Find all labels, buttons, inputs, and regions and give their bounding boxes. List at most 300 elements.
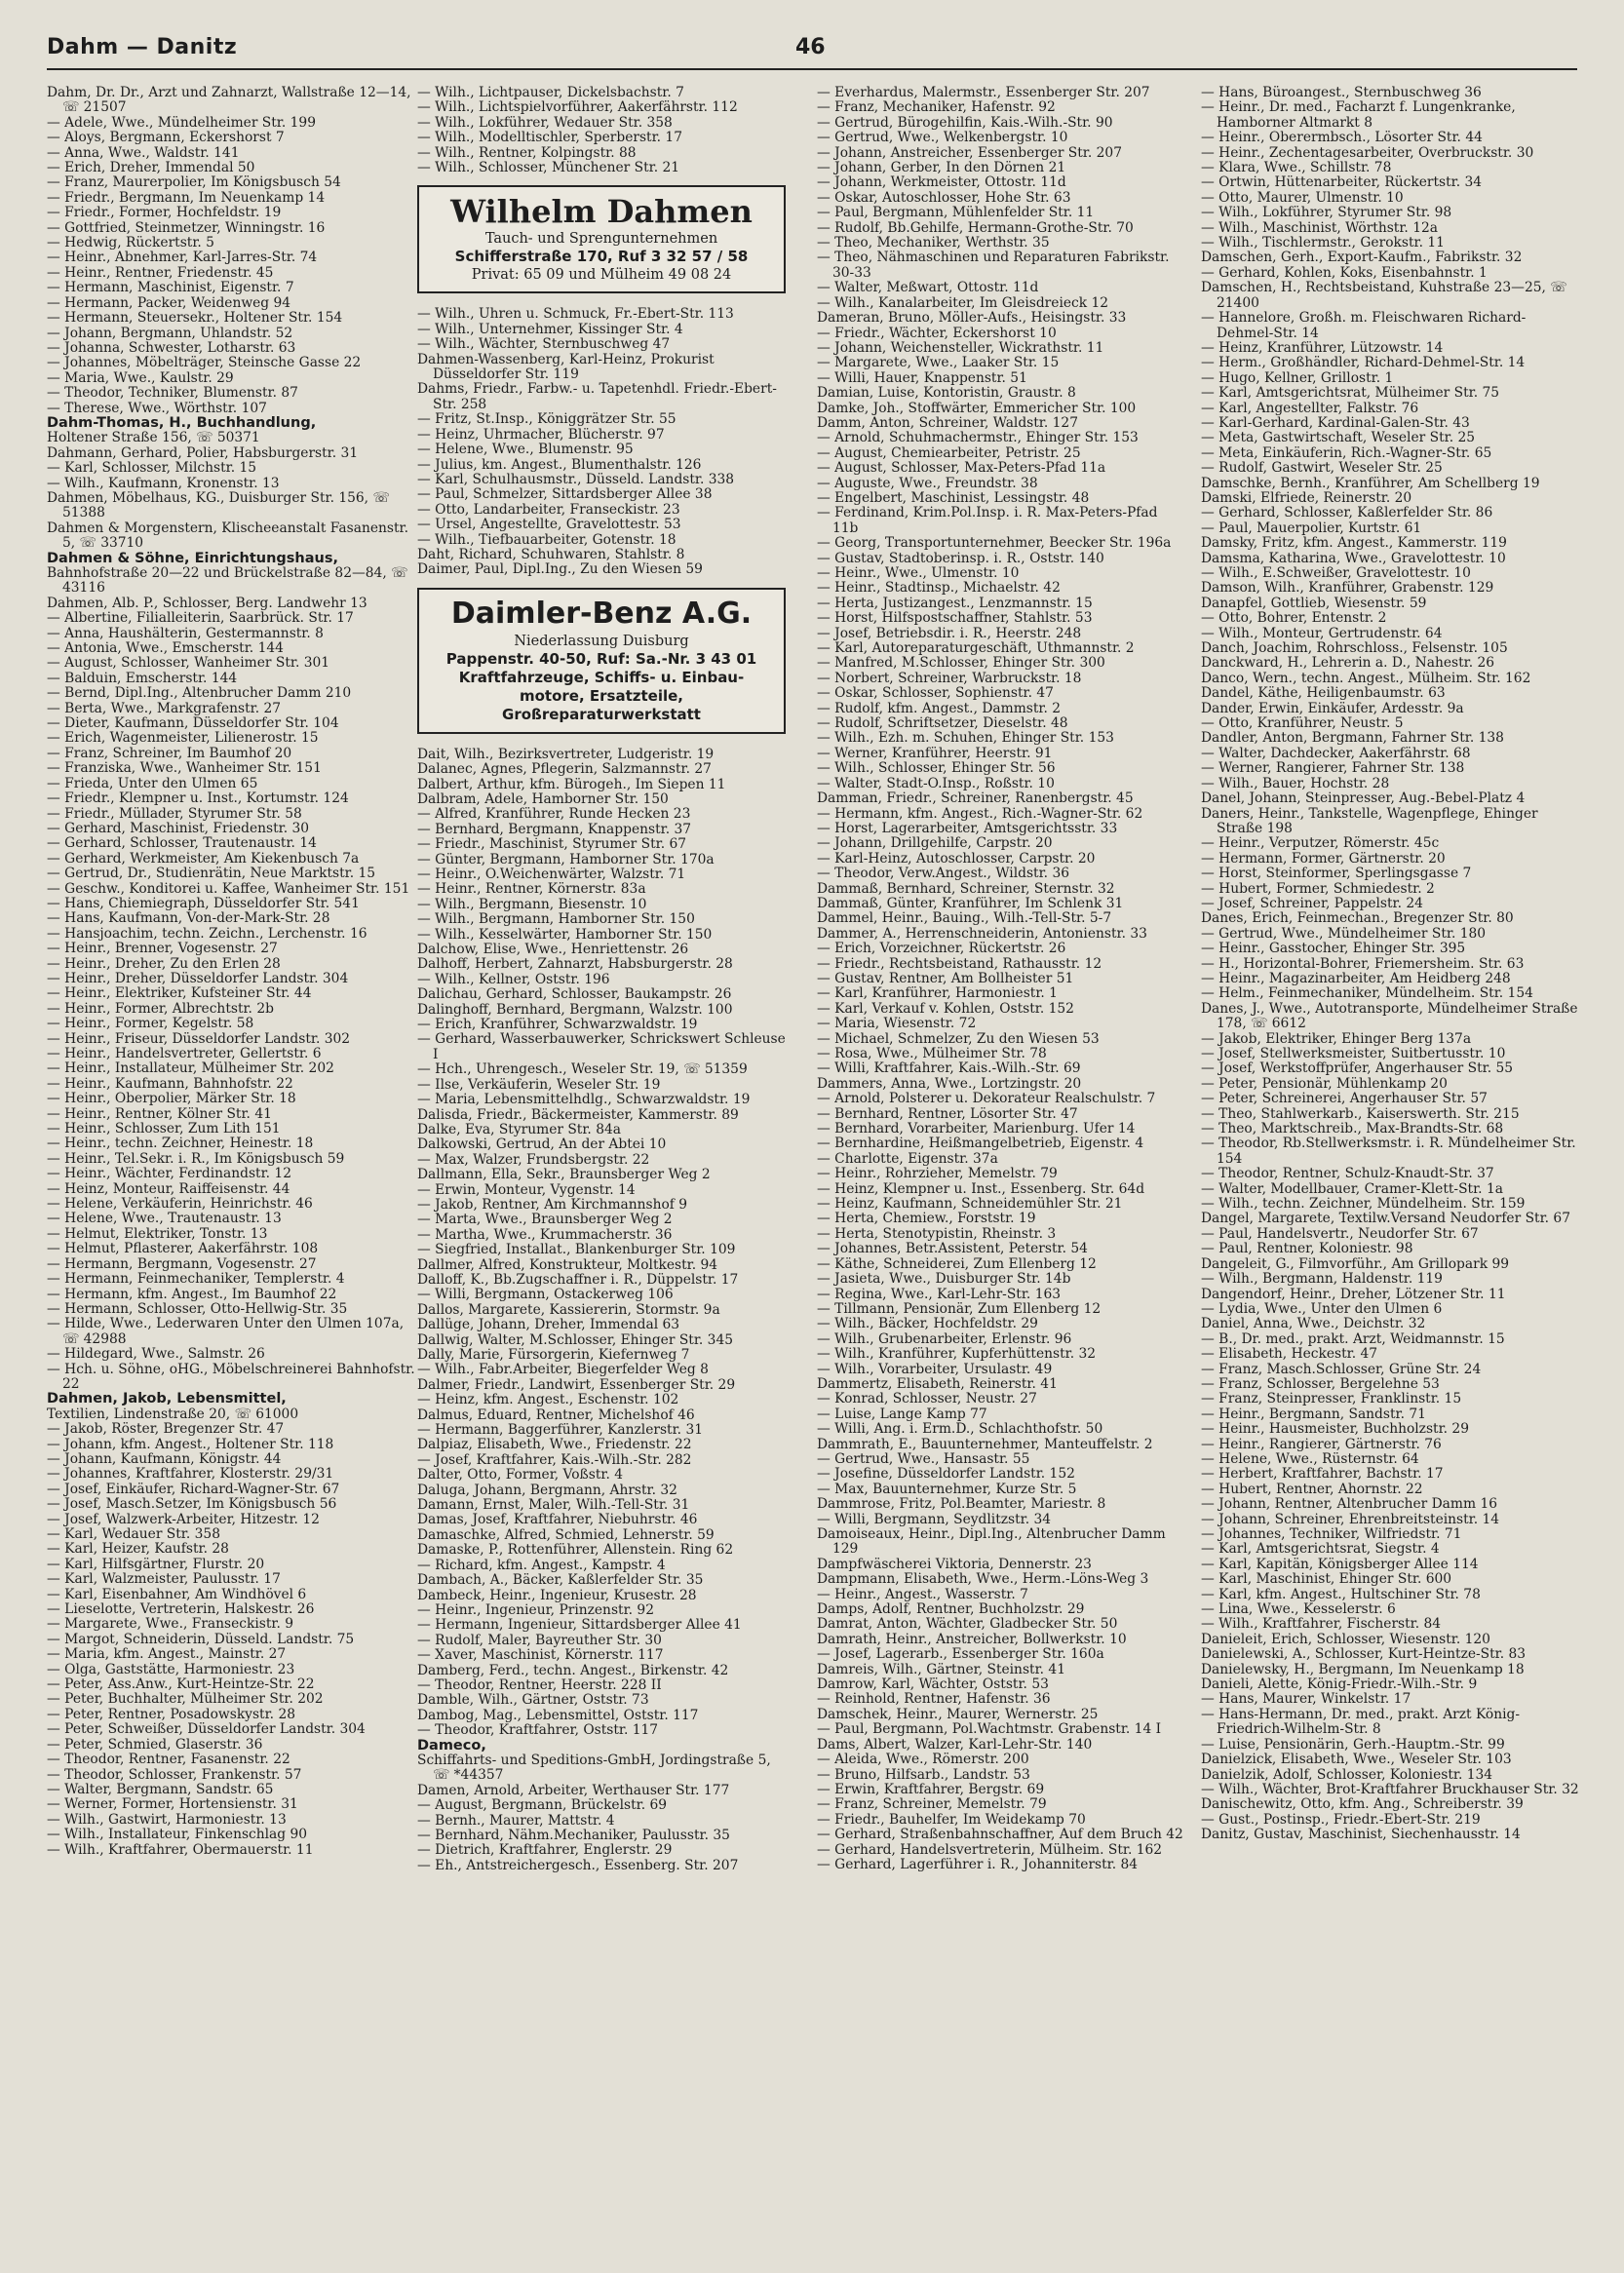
directory-entry: — Johann, Schreiner, Ehrenbreitsteinstr. 14	[1201, 1511, 1500, 1527]
directory-entry: — Karl, Verkauf v. Kohlen, Oststr. 152	[817, 1000, 1074, 1017]
directory-entry: — Gerhard, Wasserbauwerker, Schrickswert Schleuse I	[417, 1031, 786, 1062]
directory-entry: — Johann, Anstreicher, Essenberger Str. 207	[817, 144, 1122, 161]
directory-entry: — Olga, Gaststätte, Harmoniestr. 23	[47, 1661, 295, 1677]
directory-entry: — Heinr., Rentner, Friedenstr. 45	[47, 264, 274, 281]
directory-entry: — Heinr., Brenner, Vogesenstr. 27	[47, 941, 278, 957]
directory-entry: — Paul, Bergmann, Pol.Wachtmstr. Grabenstr. 14 I	[817, 1721, 1162, 1738]
directory-entry: — Wilh., Kesselwärter, Hamborner Str. 150	[417, 926, 713, 943]
ad-line: Tauch- und Sprengunternehmen	[484, 231, 718, 248]
directory-entry: Dammrose, Fritz, Pol.Beamter, Mariestr. 8	[817, 1496, 1106, 1513]
directory-entry: Dallmer, Alfred, Konstrukteur, Moltkestr. 94	[417, 1256, 718, 1273]
directory-entry: — Ortwin, Hüttenarbeiter, Rückertstr. 34	[1201, 174, 1483, 191]
directory-entry: — Heinr., Zechentagesarbeiter, Overbruckstr. 30	[1201, 144, 1534, 161]
directory-entry: — Johann, Drillgehilfe, Carpstr. 20	[817, 835, 1053, 852]
directory-entry: — Frieda, Unter den Ulmen 65	[47, 775, 258, 791]
directory-entry: — Otto, Bohrer, Entenstr. 2	[1201, 610, 1387, 627]
directory-entry: — Reinhold, Rentner, Hafenstr. 36	[817, 1691, 1051, 1708]
directory-entry: — Charlotte, Eigenstr. 37a	[817, 1150, 998, 1167]
directory-entry: — Josef, Lagerarb., Essenberger Str. 160a	[817, 1646, 1104, 1663]
directory-entry: Dammer, A., Herrenschneiderin, Antonienstr. 33	[817, 925, 1147, 942]
directory-entry: Dalanec, Agnes, Pflegerin, Salzmannstr. 27	[417, 761, 712, 778]
directory-entry: — Paul, Rentner, Koloniestr. 98	[1201, 1241, 1413, 1257]
directory-entry: — Gerhard, Werkmeister, Am Kiekenbusch 7a	[47, 850, 360, 867]
directory-entry: Daluga, Johann, Bergmann, Ahrstr. 32	[417, 1482, 677, 1498]
directory-entry: — Klara, Wwe., Schillstr. 78	[1201, 160, 1392, 176]
directory-entry: — Johannes, Möbelträger, Steinsche Gasse 22	[47, 355, 362, 371]
directory-entry: — Theodor, Rentner, Schulz-Knaudt-Str. 37	[1201, 1166, 1494, 1182]
directory-entry: Damoiseaux, Heinr., Dipl.Ing., Altenbrucher Damm 129	[817, 1526, 1166, 1558]
directory-entry: — Heinr., Wwe., Ulmenstr. 10	[817, 565, 1020, 581]
directory-entry: Dalinghoff, Bernhard, Bergmann, Walzstr. 100	[417, 1001, 733, 1018]
directory-entry: — Theo, Nähmaschinen und Reparaturen Fabrikstr. 30-33	[817, 250, 1170, 281]
directory-entry: — Heinr., Dr. med., Facharzt f. Lungenkranke, Hamborner Altmarkt 8	[1201, 99, 1516, 131]
directory-entry: — Peter, Pensionär, Mühlenkamp 20	[1201, 1075, 1448, 1092]
directory-entry: — Ursel, Angestellte, Gravelottestr. 53	[417, 517, 681, 533]
directory-entry: — Wilh., Kanalarbeiter, Im Gleisdreieck 12	[817, 294, 1109, 311]
directory-entry: Danco, Wern., techn. Angest., Mülheim. Str. 162	[1201, 670, 1531, 686]
directory-entry: — Theodor, Rentner, Fasanenstr. 22	[47, 1752, 290, 1768]
directory-entry: — Theo, Stahlwerkarb., Kaiserswerth. Str. 215	[1201, 1105, 1520, 1122]
directory-entry: — Gertrud, Wwe., Welkenbergstr. 10	[817, 130, 1068, 146]
directory-entry: — Theo, Marktschreib., Max-Brandts-Str. 68	[1201, 1121, 1504, 1137]
directory-entry: — Wilh., Kraftfahrer, Obermauerstr. 11	[47, 1841, 314, 1858]
directory-entry: — Heinr., Magazinarbeiter, Am Heidberg 248	[1201, 970, 1511, 986]
directory-entry: — Theodor, Schlosser, Frankenstr. 57	[47, 1766, 302, 1783]
directory-entry: — Lieselotte, Vertreterin, Halskestr. 26	[47, 1601, 315, 1618]
directory-entry: — Jakob, Elektriker, Ehinger Berg 137a	[1201, 1030, 1472, 1047]
directory-entry: — Heinr., Former, Albrechtstr. 2b	[47, 1000, 274, 1017]
directory-entry: Dalchow, Elise, Wwe., Henriettenstr. 26	[417, 942, 689, 958]
directory-entry: — Wilh., techn. Zeichner, Mündelheim. Str. 159	[1201, 1196, 1526, 1213]
directory-entry: — Werner, Kranführer, Heerstr. 91	[817, 745, 1053, 761]
directory-entry: — Martha, Wwe., Krummacherstr. 36	[417, 1226, 673, 1243]
directory-entry: — Hans, Maurer, Winkelstr. 17	[1201, 1691, 1411, 1708]
directory-entry: Dalichau, Gerhard, Schlosser, Baukampstr. 26	[417, 986, 732, 1003]
directory-entry: — Heinr., Tel.Sekr. i. R., Im Königsbusch 59	[47, 1150, 345, 1167]
directory-entry: Danielzick, Elisabeth, Wwe., Weseler Str. 103	[1201, 1752, 1512, 1768]
directory-entry: — Heinr., Schlosser, Zum Lith 151	[47, 1121, 281, 1137]
directory-entry: — Friedr., Rechtsbeistand, Rathausstr. 12	[817, 955, 1102, 972]
directory-entry: — Otto, Maurer, Ulmenstr. 10	[1201, 189, 1404, 206]
directory-entry: — Hans-Hermann, Dr. med., prakt. Arzt König-Friedrich-Wilhelm-Str. 8	[1201, 1706, 1520, 1738]
directory-entry: — Heinr., Rohrzieher, Memelstr. 79	[817, 1166, 1058, 1182]
directory-entry: — Willi, Bergmann, Seydlitzstr. 34	[817, 1511, 1052, 1527]
advertisement-daimler-benz	[417, 588, 786, 734]
directory-entry: — Friedr., Maschinist, Styrumer Str. 67	[417, 836, 687, 853]
directory-entry: — Johann, Bergmann, Uhlandstr. 52	[47, 325, 293, 341]
directory-entry: — Anna, Haushälterin, Gestermannstr. 8	[47, 625, 324, 641]
directory-entry: — Peter, Buchhalter, Mülheimer Str. 202	[47, 1691, 324, 1708]
directory-entry: — Wilh., Installateur, Finkenschlag 90	[47, 1827, 308, 1843]
directory-entry: Dander, Erwin, Einkäufer, Ardesstr. 9a	[1201, 700, 1464, 716]
directory-entry: — Elisabeth, Heckestr. 47	[1201, 1346, 1378, 1363]
directory-entry: — Wilh., E.Schweißer, Gravelottestr. 10	[1201, 565, 1471, 581]
directory-entry: — Wilh., Lichtspielvorführer, Aakerfährstr. 112	[417, 99, 738, 116]
directory-entry: — Herta, Chemiew., Forststr. 19	[817, 1211, 1036, 1227]
directory-entry: Schiffahrts- und Speditions-GmbH, Jordingstraße 5, ☏ *44357	[417, 1752, 771, 1784]
directory-entry: — Peter, Schreinerei, Angerhauser Str. 57	[1201, 1091, 1488, 1107]
directory-entry: — Hermann, Steuersekr., Holtener Str. 154	[47, 310, 343, 327]
directory-entry: — Meta, Gastwirtschaft, Weseler Str. 25	[1201, 430, 1476, 446]
directory-entry: — Gustav, Rentner, Am Bollheister 51	[817, 970, 1074, 986]
directory-entry: — Karl, Schlosser, Milchstr. 15	[47, 460, 257, 477]
directory-entry: — Hermann, Schlosser, Otto-Hellwig-Str. 35	[47, 1300, 348, 1317]
directory-entry: Dammrath, E., Bauunternehmer, Manteuffelstr. 2	[817, 1436, 1153, 1452]
directory-entry: — Gerhard, Lagerführer i. R., Johanniterstr. 84	[817, 1856, 1139, 1872]
directory-entry: — Heinr., Rentner, Kölner Str. 41	[47, 1105, 272, 1122]
directory-entry: — Karl-Gerhard, Kardinal-Galen-Str. 43	[1201, 414, 1470, 431]
directory-entry: — Alfred, Kranführer, Runde Hecken 23	[417, 806, 691, 823]
directory-entry: — Franziska, Wwe., Wanheimer Str. 151	[47, 760, 322, 777]
directory-entry: — Wilh., Bäcker, Hochfeldstr. 29	[817, 1316, 1038, 1332]
ad-line: Schifferstraße 170, Ruf 3 32 57 / 58	[454, 248, 749, 266]
directory-entry: Danckward, H., Lehrerin a. D., Nahestr. 26	[1201, 655, 1495, 672]
directory-entry: — Johannes, Techniker, Wilfriedstr. 71	[1201, 1526, 1462, 1542]
directory-entry: — Erich, Vorzeichner, Rückertstr. 26	[817, 941, 1066, 957]
directory-entry: — Peter, Ass.Anw., Kurt-Heintze-Str. 22	[47, 1676, 315, 1693]
directory-entry: Damble, Wilh., Gärtner, Oststr. 73	[417, 1692, 649, 1709]
directory-entry: — Erich, Dreher, Immendal 50	[47, 160, 255, 176]
directory-entry: — Heinr., Rangierer, Gärtnerstr. 76	[1201, 1436, 1442, 1452]
directory-entry: — Anna, Wwe., Waldstr. 141	[47, 144, 240, 161]
directory-entry: — Bernhard, Vorarbeiter, Marienburg. Ufer 14	[817, 1121, 1136, 1137]
directory-entry: — Josef, Einkäufer, Richard-Wagner-Str. 67	[47, 1481, 340, 1497]
directory-entry: Damsma, Katharina, Wwe., Gravelottestr. 10	[1201, 550, 1506, 566]
directory-entry: — Wilh., Fabr.Arbeiter, Biegerfelder Weg 8	[417, 1362, 709, 1378]
directory-entry: — Hermann, Ingenieur, Sittardsberger Allee 41	[417, 1617, 742, 1634]
directory-entry: — Tillmann, Pensionär, Zum Ellenberg 12	[817, 1300, 1102, 1317]
directory-entry: — Friedr., Klempner u. Inst., Kortumstr. 124	[47, 790, 349, 807]
directory-entry: — Jakob, Rentner, Am Kirchmannshof 9	[417, 1196, 688, 1213]
directory-entry: — Wilh., Wächter, Sternbuschweg 47	[417, 336, 671, 353]
directory-entry: — Peter, Rentner, Posadowskystr. 28	[47, 1706, 296, 1722]
directory-entry: — Willi, Hauer, Knappenstr. 51	[817, 369, 1027, 386]
directory-entry: — Heinr., Dreher, Düsseldorfer Landstr. 304	[47, 970, 349, 986]
directory-entry: — Engelbert, Maschinist, Lessingstr. 48	[817, 489, 1090, 506]
directory-entry: Danieli, Alette, König-Friedr.-Wilh.-Str. 9	[1201, 1676, 1478, 1693]
directory-entry: Danielewski, A., Schlosser, Kurt-Heintze-Str. 83	[1201, 1646, 1527, 1663]
directory-entry: — Karl, Schulhausmstr., Düsseld. Landstr. 338	[417, 471, 735, 487]
directory-entry: — Helmut, Pflasterer, Aakerfährstr. 108	[47, 1241, 319, 1257]
directory-entry: — Josef, Kraftfahrer, Kais.-Wilh.-Str. 282	[417, 1451, 692, 1468]
directory-entry: — Adele, Wwe., Mündelheimer Str. 199	[47, 114, 316, 131]
directory-entry: — Gottfried, Steinmetzer, Winningstr. 16	[47, 219, 326, 236]
directory-entry: — Johanna, Schwester, Lotharstr. 63	[47, 339, 296, 356]
directory-entry: — Heinr., Gasstocher, Ehinger Str. 395	[1201, 941, 1466, 957]
directory-entry: — Heinr., Kaufmann, Bahnhofstr. 22	[47, 1075, 293, 1092]
directory-entry: Danieleit, Erich, Schlosser, Wiesenstr. 120	[1201, 1631, 1490, 1647]
directory-entry: — Theodor, Verw.Angest., Wildstr. 36	[817, 866, 1070, 882]
directory-entry: — Heinr., O.Weichenwärter, Walzstr. 71	[417, 867, 686, 882]
directory-entry: — Heinr., Wächter, Ferdinandstr. 12	[47, 1166, 291, 1182]
directory-entry: — Herbert, Kraftfahrer, Bachstr. 17	[1201, 1466, 1444, 1483]
directory-entry: — Arnold, Polsterer u. Dekorateur Realschulstr. 7	[817, 1091, 1156, 1107]
directory-entry: — Norbert, Schreiner, Warbruckstr. 18	[817, 670, 1082, 686]
directory-entry: Damen, Arnold, Arbeiter, Werthauser Str. 177	[417, 1782, 730, 1798]
directory-entry: — Richard, kfm. Angest., Kampstr. 4	[417, 1557, 666, 1573]
directory-entry: — Wilh., Lokführer, Wedauer Str. 358	[417, 114, 673, 131]
directory-entry: Damsky, Fritz, kfm. Angest., Kammerstr. 119	[1201, 535, 1507, 552]
directory-entry: — Gerhard, Schlosser, Trautenaustr. 14	[47, 835, 317, 852]
directory-entry: — August, Chemiearbeiter, Petristr. 25	[817, 444, 1081, 461]
directory-entry: — Wilh., Schlosser, Ehinger Str. 56	[817, 760, 1056, 777]
directory-entry: — Karl, Amtsgerichtsrat, Siegstr. 4	[1201, 1541, 1440, 1558]
directory-entry: Damschen, Gerh., Export-Kaufm., Fabrikstr. 32	[1201, 250, 1523, 266]
directory-entry: — Erwin, Monteur, Vygenstr. 14	[417, 1181, 636, 1198]
directory-entry: — Rudolf, Maler, Bayreuther Str. 30	[417, 1632, 662, 1648]
directory-entry: — Johann, Weichensteller, Wickrathstr. 11	[817, 339, 1104, 356]
directory-entry: — Heinr., Handelsvertreter, Gellertstr. 6	[47, 1046, 322, 1061]
directory-entry: — Auguste, Wwe., Freundstr. 38	[817, 475, 1038, 491]
directory-entry: — Gerhard, Schlosser, Kaßlerfelder Str. 86	[1201, 505, 1493, 521]
directory-entry: — Heinr., Stadtinsp., Michaelstr. 42	[817, 580, 1061, 597]
directory-entry: Dallos, Margarete, Kassiererin, Stormstr. 9a	[417, 1301, 720, 1318]
directory-entry: Danes, J., Wwe., Autotransporte, Mündelheimer Straße 178, ☏ 6612	[1201, 1000, 1578, 1032]
directory-entry: — Oskar, Autoschlosser, Hohe Str. 63	[817, 189, 1071, 206]
directory-entry: — Dieter, Kaufmann, Düsseldorfer Str. 104	[47, 715, 339, 732]
directory-entry: Dalmus, Eduard, Rentner, Michelshof 46	[417, 1406, 695, 1423]
directory-entry: — Wilh., Tiefbauarbeiter, Gotenstr. 18	[417, 531, 677, 548]
directory-entry: Dangel, Margarete, Textilw.Versand Neudorfer Str. 67	[1201, 1211, 1570, 1227]
directory-entry: — Helene, Wwe., Blumenstr. 95	[417, 442, 634, 458]
directory-entry: Dahmen-Wassenberg, Karl-Heinz, Prokurist Düsseldorfer Str. 119	[417, 351, 715, 383]
directory-entry: — Meta, Einkäuferin, Rich.-Wagner-Str. 65	[1201, 444, 1492, 461]
directory-entry: Dameco,	[417, 1737, 486, 1753]
directory-entry: Dalpiaz, Elisabeth, Wwe., Friedenstr. 22	[417, 1437, 692, 1453]
directory-entry: — Heinr., Elektriker, Kufsteiner Str. 44	[47, 985, 312, 1002]
directory-entry: Damm, Anton, Schreiner, Waldstr. 127	[817, 414, 1078, 431]
directory-entry: — Wilh., Gastwirt, Harmoniestr. 13	[47, 1811, 287, 1828]
directory-entry: — Berta, Wwe., Markgrafenstr. 27	[47, 700, 282, 716]
directory-entry: — Heinr., Ingenieur, Prinzenstr. 92	[417, 1601, 654, 1618]
directory-entry: — Wilh., Bauer, Hochstr. 28	[1201, 775, 1390, 791]
directory-entry: Dalbram, Adele, Hamborner Str. 150	[417, 790, 669, 807]
directory-entry: — Willi, Ang. i. Erm.D., Schlachthofstr. 50	[817, 1421, 1103, 1438]
directory-entry: — Heinz, Kaufmann, Schneidemühler Str. 21	[817, 1196, 1123, 1213]
directory-entry: — Franz, Schreiner, Memelstr. 79	[817, 1796, 1047, 1813]
directory-entry: — Herta, Stenotypistin, Rheinstr. 3	[817, 1225, 1057, 1242]
directory-entry: — Hch., Uhrengesch., Weseler Str. 19, ☏ 51359	[417, 1061, 748, 1078]
directory-entry: — Helene, Verkäuferin, Heinrichstr. 46	[47, 1196, 313, 1213]
directory-entry: — Theodor, Rb.Stellwerksmstr. i. R. Mündelheimer Str. 154	[1201, 1136, 1576, 1167]
directory-entry: Dahmen, Alb. P., Schlosser, Berg. Landwehr 13	[47, 595, 367, 611]
directory-entry: — Wilh., Wächter, Brot-Kraftfahrer Bruckhauser Str. 32	[1201, 1781, 1579, 1797]
directory-entry: — Wilh., Monteur, Gertrudenstr. 64	[1201, 625, 1443, 641]
directory-entry: Damaschke, Alfred, Schmied, Lehnerstr. 59	[417, 1526, 715, 1543]
directory-entry: — Luise, Lange Kamp 77	[817, 1406, 987, 1422]
directory-entry: — Theodor, Kraftfahrer, Oststr. 117	[417, 1722, 659, 1739]
directory-entry: Dalter, Otto, Former, Voßstr. 4	[417, 1467, 624, 1483]
directory-entry: — Heinr., Installateur, Mülheimer Str. 202	[47, 1060, 334, 1077]
directory-entry: — Aloys, Bergmann, Eckershorst 7	[47, 130, 285, 146]
directory-entry: — Heinr., Angest., Wasserstr. 7	[817, 1586, 1028, 1602]
ad-line: Pappenstr. 40-50, Ruf: Sa.-Nr. 3 43 01	[445, 649, 757, 668]
directory-entry: — Walter, Meßwart, Ottostr. 11d	[817, 280, 1039, 296]
column-2	[417, 86, 786, 2259]
directory-entry: — Gerhard, Handelsvertreterin, Mülheim. Str. 162	[817, 1841, 1163, 1858]
directory-entry: Daners, Heinr., Tankstelle, Wagenpflege, Ehinger Straße 198	[1201, 805, 1538, 836]
directory-entry: — Paul, Mauerpolier, Kurtstr. 61	[1201, 520, 1422, 536]
directory-entry: — Hugo, Kellner, Grillostr. 1	[1201, 369, 1394, 386]
directory-entry: Dalke, Eva, Styrumer Str. 84a	[417, 1121, 621, 1137]
directory-entry: — Wilh., Modelltischler, Sperberstr. 17	[417, 130, 682, 146]
directory-entry: — Luise, Pensionärin, Gerh.-Hauptm.-Str. 99	[1201, 1736, 1505, 1753]
directory-entry: Dallüge, Johann, Dreher, Immendal 63	[417, 1317, 680, 1333]
directory-entry: Damann, Ernst, Maler, Wilh.-Tell-Str. 31	[417, 1497, 690, 1514]
directory-entry: — Albertine, Filialleiterin, Saarbrück. Str. 17	[47, 610, 354, 627]
ad-line: Niederlassung Duisburg	[514, 633, 689, 649]
directory-entry: — Werner, Former, Hortensienstr. 31	[47, 1796, 298, 1813]
ad-line: Kraftfahrzeuge, Schiffs- u. Einbau-	[458, 668, 745, 686]
directory-entry: Dahm-Thomas, H., Buchhandlung,	[47, 414, 317, 431]
directory-entry: — Rosa, Wwe., Mülheimer Str. 78	[817, 1046, 1047, 1061]
directory-entry: Dallwig, Walter, M.Schlosser, Ehinger Str. 345	[417, 1331, 734, 1348]
directory-entry: — Johann, kfm. Angest., Holtener Str. 118	[47, 1436, 334, 1452]
directory-entry: Danischewitz, Otto, kfm. Ang., Schreiberstr. 39	[1201, 1796, 1524, 1813]
directory-entry: — Horst, Hilfspostschaffner, Stahlstr. 53	[817, 610, 1093, 627]
directory-entry: — Aleida, Wwe., Römerstr. 200	[817, 1752, 1029, 1768]
directory-entry: — Erwin, Kraftfahrer, Bergstr. 69	[817, 1781, 1045, 1797]
directory-entry: — Siegfried, Installat., Blankenburger Str. 109	[417, 1242, 736, 1258]
directory-entry: Dahmen & Morgenstern, Klischeeanstalt Fasanenstr. 5, ☏ 33710	[47, 520, 408, 552]
directory-entry: Dammers, Anna, Wwe., Lortzingstr. 20	[817, 1075, 1082, 1092]
directory-entry: — Wilh., Maschinist, Wörthstr. 12a	[1201, 219, 1438, 236]
directory-entry: Danes, Erich, Feinmechan., Bregenzer Str. 80	[1201, 910, 1514, 927]
directory-entry: — Johann, Rentner, Altenbrucher Damm 16	[1201, 1496, 1497, 1513]
directory-entry: — Therese, Wwe., Wörthstr. 107	[47, 400, 267, 416]
directory-entry: — Fritz, St.Insp., Königgrätzer Str. 55	[417, 411, 677, 428]
directory-entry: — Gust., Postinsp., Friedr.-Ebert-Str. 219	[1201, 1811, 1481, 1828]
directory-entry: — Johannes, Betr.Assistent, Peterstr. 54	[817, 1241, 1088, 1257]
directory-entry: — Walter, Modellbauer, Cramer-Klett-Str. 1a	[1201, 1180, 1503, 1197]
directory-entry: — Karl, Autoreparaturgeschäft, Uthmannstr. 2	[817, 640, 1135, 657]
directory-entry: — Karl, Wedauer Str. 358	[47, 1526, 220, 1542]
directory-entry: — Franz, Steinpresser, Franklinstr. 15	[1201, 1391, 1462, 1407]
directory-entry: — Maria, kfm. Angest., Mainstr. 27	[47, 1646, 287, 1663]
directory-entry: — Bernhard, Rentner, Lösorter Str. 47	[817, 1105, 1078, 1122]
directory-entry: Damrath, Heinr., Anstreicher, Bollwerkstr. 10	[817, 1631, 1127, 1647]
directory-entry: — Gertrud, Dr., Studienrätin, Neue Marktstr. 15	[47, 866, 376, 882]
directory-entry: Dangeleit, G., Filmvorführ., Am Grillopark 99	[1201, 1255, 1510, 1272]
directory-entry: Damski, Elfriede, Reinerstr. 20	[1201, 489, 1412, 506]
directory-entry: Dahmann, Gerhard, Polier, Habsburgerstr. 31	[47, 444, 359, 461]
directory-entry: — Gertrud, Wwe., Hansastr. 55	[817, 1450, 1030, 1467]
directory-entry: — Gustav, Stadtoberinsp. i. R., Oststr. 140	[817, 550, 1104, 566]
directory-entry: Damberg, Ferd., techn. Angest., Birkenstr. 42	[417, 1662, 729, 1678]
directory-entry: Textilien, Lindenstraße 20, ☏ 61000	[47, 1406, 299, 1422]
directory-entry: Damschen, H., Rechtsbeistand, Kuhstraße 23—25, ☏ 21400	[1201, 280, 1567, 311]
directory-entry: — Regina, Wwe., Karl-Lehr-Str. 163	[817, 1286, 1062, 1302]
directory-entry: Damson, Wilh., Kranführer, Grabenstr. 129	[1201, 580, 1494, 597]
directory-entry: — Bernd, Dipl.Ing., Altenbrucher Damm 210	[47, 685, 352, 702]
directory-entry: — Karl, Maschinist, Ehinger Str. 600	[1201, 1571, 1452, 1588]
directory-entry: Damman, Friedr., Schreiner, Ranenbergstr. 45	[817, 790, 1134, 807]
ad-line: motore, Ersatzteile,	[520, 686, 683, 705]
directory-entry: Damschke, Bernh., Kranführer, Am Schellberg 19	[1201, 475, 1540, 491]
directory-entry: — Wilh., Bergmann, Hamborner Str. 150	[417, 911, 695, 928]
directory-entry: — Heinr., Dreher, Zu den Erlen 28	[47, 955, 281, 972]
column-4	[1201, 86, 1579, 2259]
directory-entry: Daht, Richard, Schuhwaren, Stahlstr. 8	[417, 546, 685, 562]
directory-entry: — Margarete, Wwe., Laaker Str. 15	[817, 355, 1060, 371]
directory-entry: — August, Schlosser, Max-Peters-Pfad 11a	[817, 460, 1106, 477]
directory-entry: — Margot, Schneiderin, Düsseld. Landstr. 75	[47, 1631, 355, 1647]
directory-entry: — Heinz, Uhrmacher, Blücherstr. 97	[417, 426, 665, 443]
directory-entry: — Margarete, Wwe., Franseckistr. 9	[47, 1616, 294, 1633]
directory-entry: — August, Bergmann, Brückelstr. 69	[417, 1797, 668, 1814]
directory-entry: — Karl, Eisenbahner, Am Windhövel 6	[47, 1586, 307, 1602]
directory-entry: — Maria, Wwe., Kaulstr. 29	[47, 369, 234, 386]
directory-entry: — Georg, Transportunternehmer, Beecker Str. 196a	[817, 535, 1172, 552]
directory-entry: — Franz, Schlosser, Bergelehne 53	[1201, 1375, 1440, 1392]
directory-entry: — Wilh., Bergmann, Biesenstr. 10	[417, 896, 647, 912]
directory-entry: — Maria, Wiesenstr. 72	[817, 1016, 977, 1032]
directory-entry: Dampmann, Elisabeth, Wwe., Herm.-Löns-Weg 3	[817, 1571, 1149, 1588]
directory-entry: — Wilh., Kranführer, Kupferhüttenstr. 32	[817, 1346, 1097, 1363]
directory-entry: — Bernhardine, Heißmangelbetrieb, Eigenstr. 4	[817, 1136, 1144, 1152]
directory-entry: — Johann, Kaufmann, Königstr. 44	[47, 1450, 282, 1467]
directory-entry: Dalhoff, Herbert, Zahnarzt, Habsburgerstr. 28	[417, 956, 733, 973]
directory-entry: — Walter, Stadt-O.Insp., Roßstr. 10	[817, 775, 1055, 791]
directory-entry: — Bernh., Maurer, Mattstr. 4	[417, 1812, 615, 1829]
directory-entry: — Paul, Handelsvertr., Neudorfer Str. 67	[1201, 1225, 1479, 1242]
directory-entry: — Gerhard, Kohlen, Koks, Eisenbahnstr. 1	[1201, 264, 1488, 281]
directory-entry: Bahnhofstraße 20—22 und Brückelstraße 82—84, ☏ 43116	[47, 565, 408, 597]
directory-entry: — Hannelore, Großh. m. Fleischwaren Richard-Dehmel-Str. 14	[1201, 310, 1527, 341]
directory-entry: — Friedr., Müllader, Styrumer Str. 58	[47, 805, 302, 822]
directory-entry: — Karl, Kranführer, Harmoniestr. 1	[817, 985, 1058, 1002]
ad-line: Privat: 65 09 und Mülheim 49 08 24	[471, 267, 732, 284]
directory-entry: — Wilh., Grubenarbeiter, Erlenstr. 96	[817, 1330, 1072, 1347]
directory-entry: Dalloff, K., Bb.Zugschaffner i. R., Düppelstr. 17	[417, 1271, 739, 1288]
directory-entry: — Friedr., Wächter, Eckershorst 10	[817, 325, 1057, 341]
directory-entry: — Wilh., Rentner, Kolpingstr. 88	[417, 144, 637, 161]
directory-entry: — Ilse, Verkäuferin, Weseler Str. 19	[417, 1076, 661, 1093]
directory-entry: Damrow, Karl, Wächter, Oststr. 53	[817, 1676, 1049, 1693]
directory-entry: — Hans, Kaufmann, Von-der-Mark-Str. 28	[47, 910, 330, 927]
directory-entry: — Dietrich, Kraftfahrer, Englerstr. 29	[417, 1842, 673, 1859]
directory-entry: — Paul, Schmelzer, Sittardsberger Allee 38	[417, 486, 713, 503]
directory-entry: — Karl, Walzmeister, Paulusstr. 17	[47, 1571, 281, 1588]
directory-entry: — Friedr., Former, Hochfeldstr. 19	[47, 205, 282, 221]
column-2-middle-entries	[417, 307, 786, 577]
directory-entry: — Wilh., Vorarbeiter, Ursulastr. 49	[817, 1361, 1053, 1377]
directory-entry: — Gertrud, Wwe., Mündelheimer Str. 180	[1201, 925, 1487, 942]
directory-entry: — Hermann, Maschinist, Eigenstr. 7	[47, 280, 294, 296]
directory-entry: — Hedwig, Rückertstr. 5	[47, 235, 214, 251]
directory-entry: — Hans, Büroangest., Sternbuschweg 36	[1201, 86, 1482, 100]
directory-entry: — Karl, kfm. Angest., Hultschiner Str. 78	[1201, 1586, 1481, 1602]
directory-entry: Dahm, Dr. Dr., Arzt und Zahnarzt, Wallstraße 12—14, ☏ 21507	[47, 86, 411, 116]
directory-entry: Dambog, Mag., Lebensmittel, Oststr. 117	[417, 1707, 699, 1723]
directory-entry: — Wilh., Kaufmann, Kronenstr. 13	[47, 475, 280, 491]
directory-entry: — Arnold, Schuhmachermstr., Ehinger Str. 153	[817, 430, 1139, 446]
directory-entry: — Johann, Gerber, In den Dörnen 21	[817, 160, 1066, 176]
directory-entry: — Johannes, Kraftfahrer, Klosterstr. 29/31	[47, 1466, 334, 1483]
directory-entry: Damaske, P., Rottenführer, Allenstein. Ring 62	[417, 1542, 734, 1559]
directory-entry: Holtener Straße 156, ☏ 50371	[47, 430, 260, 446]
page-number: 46	[795, 35, 826, 59]
directory-entry: — Horst, Steinformer, Sperlingsgasse 7	[1201, 866, 1472, 882]
directory-entry: — Xaver, Maschinist, Körnerstr. 117	[417, 1647, 664, 1664]
directory-entry: Dahmen & Söhne, Einrichtungshaus,	[47, 550, 338, 566]
directory-entry: — Hermann, Former, Gärtnerstr. 20	[1201, 850, 1446, 867]
directory-entry: — Paul, Bergmann, Mühlenfelder Str. 11	[817, 205, 1095, 221]
directory-entry: — Günter, Bergmann, Hamborner Str. 170a	[417, 851, 715, 867]
directory-entry: — Horst, Lagerarbeiter, Amtsgerichtsstr. 33	[817, 820, 1118, 836]
directory-entry: Dandel, Käthe, Heiligenbaumstr. 63	[1201, 685, 1446, 702]
directory-entry: — Julius, km. Angest., Blumenthalstr. 126	[417, 456, 702, 473]
